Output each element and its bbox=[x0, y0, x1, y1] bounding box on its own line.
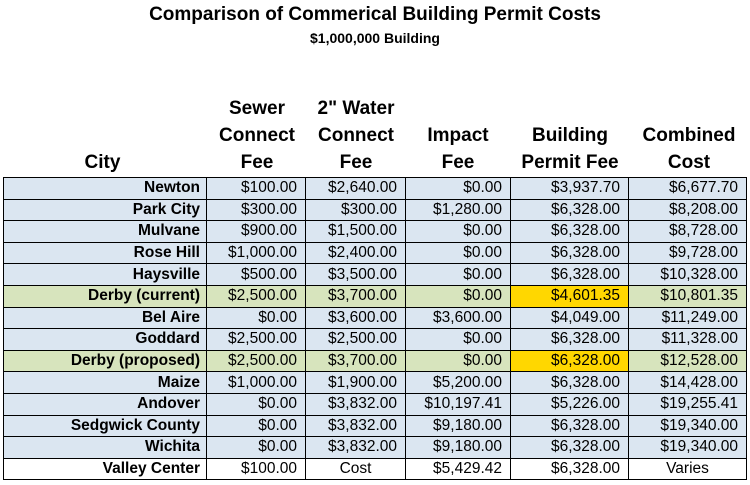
combined-cost-cell: $10,801.35 bbox=[629, 285, 747, 307]
city-cell: Newton bbox=[4, 178, 207, 200]
impact-fee-cell: $0.00 bbox=[406, 285, 511, 307]
sewer-fee-cell: $0.00 bbox=[207, 307, 306, 329]
building-permit-fee-cell: $3,937.70 bbox=[511, 178, 629, 200]
header-building-line1: Building bbox=[532, 125, 608, 146]
building-permit-fee-cell: $4,049.00 bbox=[511, 307, 629, 329]
header-building bbox=[512, 122, 628, 176]
combined-cost-cell: $11,249.00 bbox=[629, 307, 747, 329]
water-fee-cell: $3,600.00 bbox=[306, 307, 406, 329]
building-permit-fee-cell: $6,328.00 bbox=[511, 221, 629, 243]
impact-fee-cell: $5,200.00 bbox=[406, 372, 511, 394]
impact-fee-cell: $3,600.00 bbox=[406, 307, 511, 329]
impact-fee-cell: $0.00 bbox=[406, 242, 511, 264]
impact-fee-cell: $0.00 bbox=[406, 178, 511, 200]
header-sewer-line3: Fee bbox=[240, 152, 274, 173]
city-cell: Haysville bbox=[4, 264, 207, 286]
table-row bbox=[4, 393, 747, 415]
building-permit-fee-cell: $6,328.00 bbox=[511, 199, 629, 221]
building-permit-fee-cell: $6,328.00 bbox=[511, 350, 629, 372]
combined-cost-cell: $19,340.00 bbox=[629, 415, 747, 437]
water-fee-cell: $1,500.00 bbox=[306, 221, 406, 243]
combined-cost-cell: Varies bbox=[629, 458, 747, 480]
sewer-fee-cell: $100.00 bbox=[207, 458, 306, 480]
sewer-fee-cell: $2,500.00 bbox=[207, 350, 306, 372]
building-permit-fee-cell: $5,226.00 bbox=[511, 393, 629, 415]
city-cell: Goddard bbox=[4, 329, 207, 351]
table-title: Comparison of Commerical Building Permit Costs bbox=[149, 4, 601, 25]
sewer-fee-cell: $1,000.00 bbox=[207, 242, 306, 264]
water-fee-cell: $3,700.00 bbox=[306, 285, 406, 307]
sewer-fee-cell: $0.00 bbox=[207, 437, 306, 459]
building-permit-fee-cell: $6,328.00 bbox=[511, 458, 629, 480]
city-cell: Andover bbox=[4, 393, 207, 415]
permit-cost-table bbox=[3, 177, 747, 480]
combined-cost-cell: $19,340.00 bbox=[629, 437, 747, 459]
table-row bbox=[4, 264, 747, 286]
header-building-line2: Permit Fee bbox=[521, 152, 619, 173]
impact-fee-cell: $0.00 bbox=[406, 264, 511, 286]
combined-cost-cell: $19,255.41 bbox=[629, 393, 747, 415]
combined-cost-cell: $10,328.00 bbox=[629, 264, 747, 286]
combined-cost-cell: $6,677.70 bbox=[629, 178, 747, 200]
city-cell: Bel Aire bbox=[4, 307, 207, 329]
table-subtitle: $1,000,000 Building bbox=[310, 30, 440, 46]
header-combined-line2: Cost bbox=[667, 152, 711, 173]
city-cell: Derby (proposed) bbox=[4, 350, 207, 372]
building-permit-fee-cell: $6,328.00 bbox=[511, 264, 629, 286]
header-combined bbox=[630, 122, 748, 176]
water-fee-cell: $3,832.00 bbox=[306, 415, 406, 437]
combined-cost-cell: $11,328.00 bbox=[629, 329, 747, 351]
sewer-fee-cell: $1,000.00 bbox=[207, 372, 306, 394]
header-city-label: City bbox=[84, 152, 121, 173]
city-cell: Valley Center bbox=[4, 458, 207, 480]
combined-cost-cell: $12,528.00 bbox=[629, 350, 747, 372]
combined-cost-cell: $8,728.00 bbox=[629, 221, 747, 243]
city-cell: Wichita bbox=[4, 437, 207, 459]
combined-cost-cell: $9,728.00 bbox=[629, 242, 747, 264]
sewer-fee-cell: $0.00 bbox=[207, 393, 306, 415]
table-row bbox=[4, 372, 747, 394]
header-sewer bbox=[208, 95, 306, 176]
sewer-fee-cell: $300.00 bbox=[207, 199, 306, 221]
water-fee-cell: $2,500.00 bbox=[306, 329, 406, 351]
sewer-fee-cell: $900.00 bbox=[207, 221, 306, 243]
city-cell: Maize bbox=[4, 372, 207, 394]
table-row bbox=[4, 221, 747, 243]
water-fee-cell: $3,700.00 bbox=[306, 350, 406, 372]
column-headers bbox=[0, 95, 750, 178]
building-permit-fee-cell: $6,328.00 bbox=[511, 437, 629, 459]
building-permit-fee-cell: $6,328.00 bbox=[511, 242, 629, 264]
header-water-line2: Connect bbox=[318, 125, 394, 146]
water-fee-cell: $3,832.00 bbox=[306, 437, 406, 459]
sewer-fee-cell: $100.00 bbox=[207, 178, 306, 200]
water-fee-cell: $1,900.00 bbox=[306, 372, 406, 394]
water-fee-cell: $2,400.00 bbox=[306, 242, 406, 264]
water-fee-cell: $2,640.00 bbox=[306, 178, 406, 200]
table-row bbox=[4, 415, 747, 437]
table-row bbox=[4, 329, 747, 351]
sewer-fee-cell: $500.00 bbox=[207, 264, 306, 286]
water-fee-cell: $3,832.00 bbox=[306, 393, 406, 415]
city-cell: Park City bbox=[4, 199, 207, 221]
combined-cost-cell: $14,428.00 bbox=[629, 372, 747, 394]
table-row bbox=[4, 285, 747, 307]
header-impact-line1: Impact bbox=[427, 125, 489, 146]
impact-fee-cell: $9,180.00 bbox=[406, 415, 511, 437]
water-fee-cell: Cost bbox=[306, 458, 406, 480]
header-water-line1: 2" Water bbox=[317, 98, 395, 119]
city-cell: Sedgwick County bbox=[4, 415, 207, 437]
header-city bbox=[3, 149, 202, 176]
header-sewer-line1: Sewer bbox=[229, 98, 285, 119]
table-row bbox=[4, 437, 747, 459]
impact-fee-cell: $1,280.00 bbox=[406, 199, 511, 221]
building-permit-fee-cell: $4,601.35 bbox=[511, 285, 629, 307]
impact-fee-cell: $5,429.42 bbox=[406, 458, 511, 480]
city-cell: Rose Hill bbox=[4, 242, 207, 264]
impact-fee-cell: $10,197.41 bbox=[406, 393, 511, 415]
building-permit-fee-cell: $6,328.00 bbox=[511, 372, 629, 394]
building-permit-fee-cell: $6,328.00 bbox=[511, 415, 629, 437]
header-impact-line2: Fee bbox=[441, 152, 475, 173]
sewer-fee-cell: $2,500.00 bbox=[207, 285, 306, 307]
table-row bbox=[4, 307, 747, 329]
combined-cost-cell: $8,208.00 bbox=[629, 199, 747, 221]
city-cell: Mulvane bbox=[4, 221, 207, 243]
table-row bbox=[4, 178, 747, 200]
building-permit-fee-cell: $6,328.00 bbox=[511, 329, 629, 351]
table-row bbox=[4, 350, 747, 372]
impact-fee-cell: $0.00 bbox=[406, 350, 511, 372]
header-sewer-line2: Connect bbox=[219, 125, 295, 146]
impact-fee-cell: $0.00 bbox=[406, 221, 511, 243]
table-body bbox=[4, 178, 747, 480]
water-fee-cell: $300.00 bbox=[306, 199, 406, 221]
header-impact bbox=[406, 122, 510, 176]
water-fee-cell: $3,500.00 bbox=[306, 264, 406, 286]
header-combined-line1: Combined bbox=[642, 125, 736, 146]
header-water bbox=[306, 95, 406, 176]
table-row bbox=[4, 458, 747, 480]
table-row bbox=[4, 242, 747, 264]
impact-fee-cell: $9,180.00 bbox=[406, 437, 511, 459]
header-water-line3: Fee bbox=[339, 152, 373, 173]
impact-fee-cell: $0.00 bbox=[406, 329, 511, 351]
sewer-fee-cell: $0.00 bbox=[207, 415, 306, 437]
sewer-fee-cell: $2,500.00 bbox=[207, 329, 306, 351]
city-cell: Derby (current) bbox=[4, 285, 207, 307]
table-row bbox=[4, 199, 747, 221]
